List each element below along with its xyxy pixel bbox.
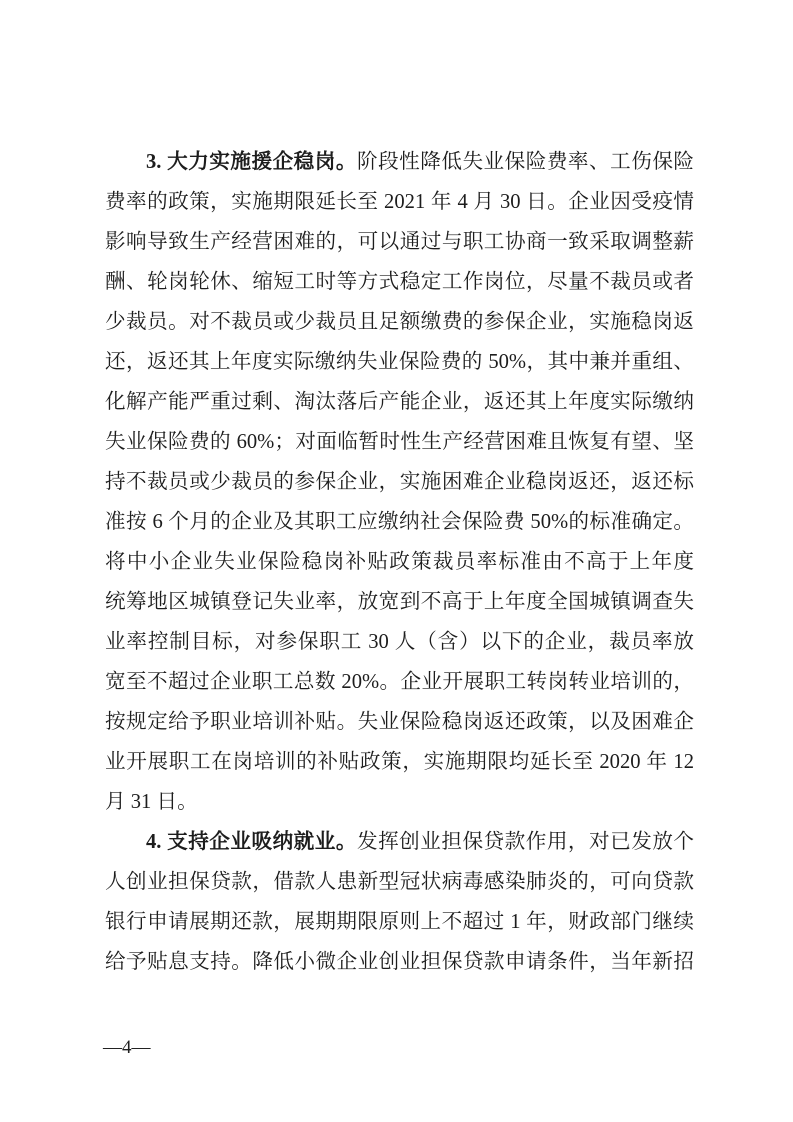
line-text: 影响导致生产经营困难的，可以通过与职工协商一致采取调整薪 [105,231,694,253]
line-text: 费率的政策，实施期限延长至 2021 年 4 月 30 日。企业因受疫情 [105,191,694,213]
line-text: 人创业担保贷款，借款人患新型冠状病毒感染肺炎的，可向贷款 [105,871,694,893]
line-text: 月 31 日。 [105,791,198,813]
text-line [105,822,694,862]
text-line [105,342,694,382]
section-heading: 4. 支持企业吸纳就业。 [146,831,357,853]
text-line [105,462,694,502]
text-line [105,662,694,702]
line-text: 酬、轮岗轮休、缩短工时等方式稳定工作岗位，尽量不裁员或者 [105,271,694,293]
line-text: 还，返还其上年度实际缴纳失业保险费的 50%，其中兼并重组、 [105,351,694,373]
line-text: 宽至不超过企业职工总数 20%。企业开展职工转岗转业培训的， [105,671,694,693]
document-body [105,142,694,982]
text-line [105,302,694,342]
line-text: 将中小企业失业保险稳岗补贴政策裁员率标准由不高于上年度 [105,551,694,573]
line-text: 给予贴息支持。降低小微企业创业担保贷款申请条件，当年新招 [105,951,694,973]
text-line [105,702,694,742]
text-line [105,182,694,222]
text-line [105,382,694,422]
line-text: 阶段性降低失业保险费率、工伤保险 [356,151,694,173]
line-text: 化解产能严重过剩、淘汰落后产能企业，返还其上年度实际缴纳 [105,391,694,413]
line-text: 失业保险费的 60%；对面临暂时性生产经营困难且恢复有望、坚 [105,431,694,453]
line-text: 少裁员。对不裁员或少裁员且足额缴费的参保企业，实施稳岗返 [105,311,694,333]
text-line [105,582,694,622]
text-line [105,742,694,782]
text-line [105,542,694,582]
text-line [105,422,694,462]
line-text: 持不裁员或少裁员的参保企业，实施困难企业稳岗返还，返还标 [105,471,694,493]
text-line [105,502,694,542]
text-line [105,902,694,942]
line-text: 银行申请展期还款，展期期限原则上不超过 1 年，财政部门继续 [105,911,694,933]
text-line [105,782,694,822]
text-line [105,942,694,982]
line-text: 准按 6 个月的企业及其职工应缴纳社会保险费 50%的标准确定。 [105,511,694,533]
line-text: 按规定给予职业培训补贴。失业保险稳岗返还政策，以及困难企 [105,711,694,733]
text-line [105,142,694,182]
text-line [105,262,694,302]
text-line [105,862,694,902]
line-text: 统筹地区城镇登记失业率，放宽到不高于上年度全国城镇调查失 [105,591,694,613]
text-line [105,622,694,662]
line-text: 业开展职工在岗培训的补贴政策，实施期限均延长至 2020 年 12 [105,751,694,773]
line-text: 发挥创业担保贷款作用，对已发放个 [356,831,694,853]
text-line [105,222,694,262]
page-number: —4— [103,1037,151,1058]
section-heading: 3. 大力实施援企稳岗。 [146,151,357,173]
line-text: 业率控制目标，对参保职工 30 人（含）以下的企业，裁员率放 [105,631,694,653]
